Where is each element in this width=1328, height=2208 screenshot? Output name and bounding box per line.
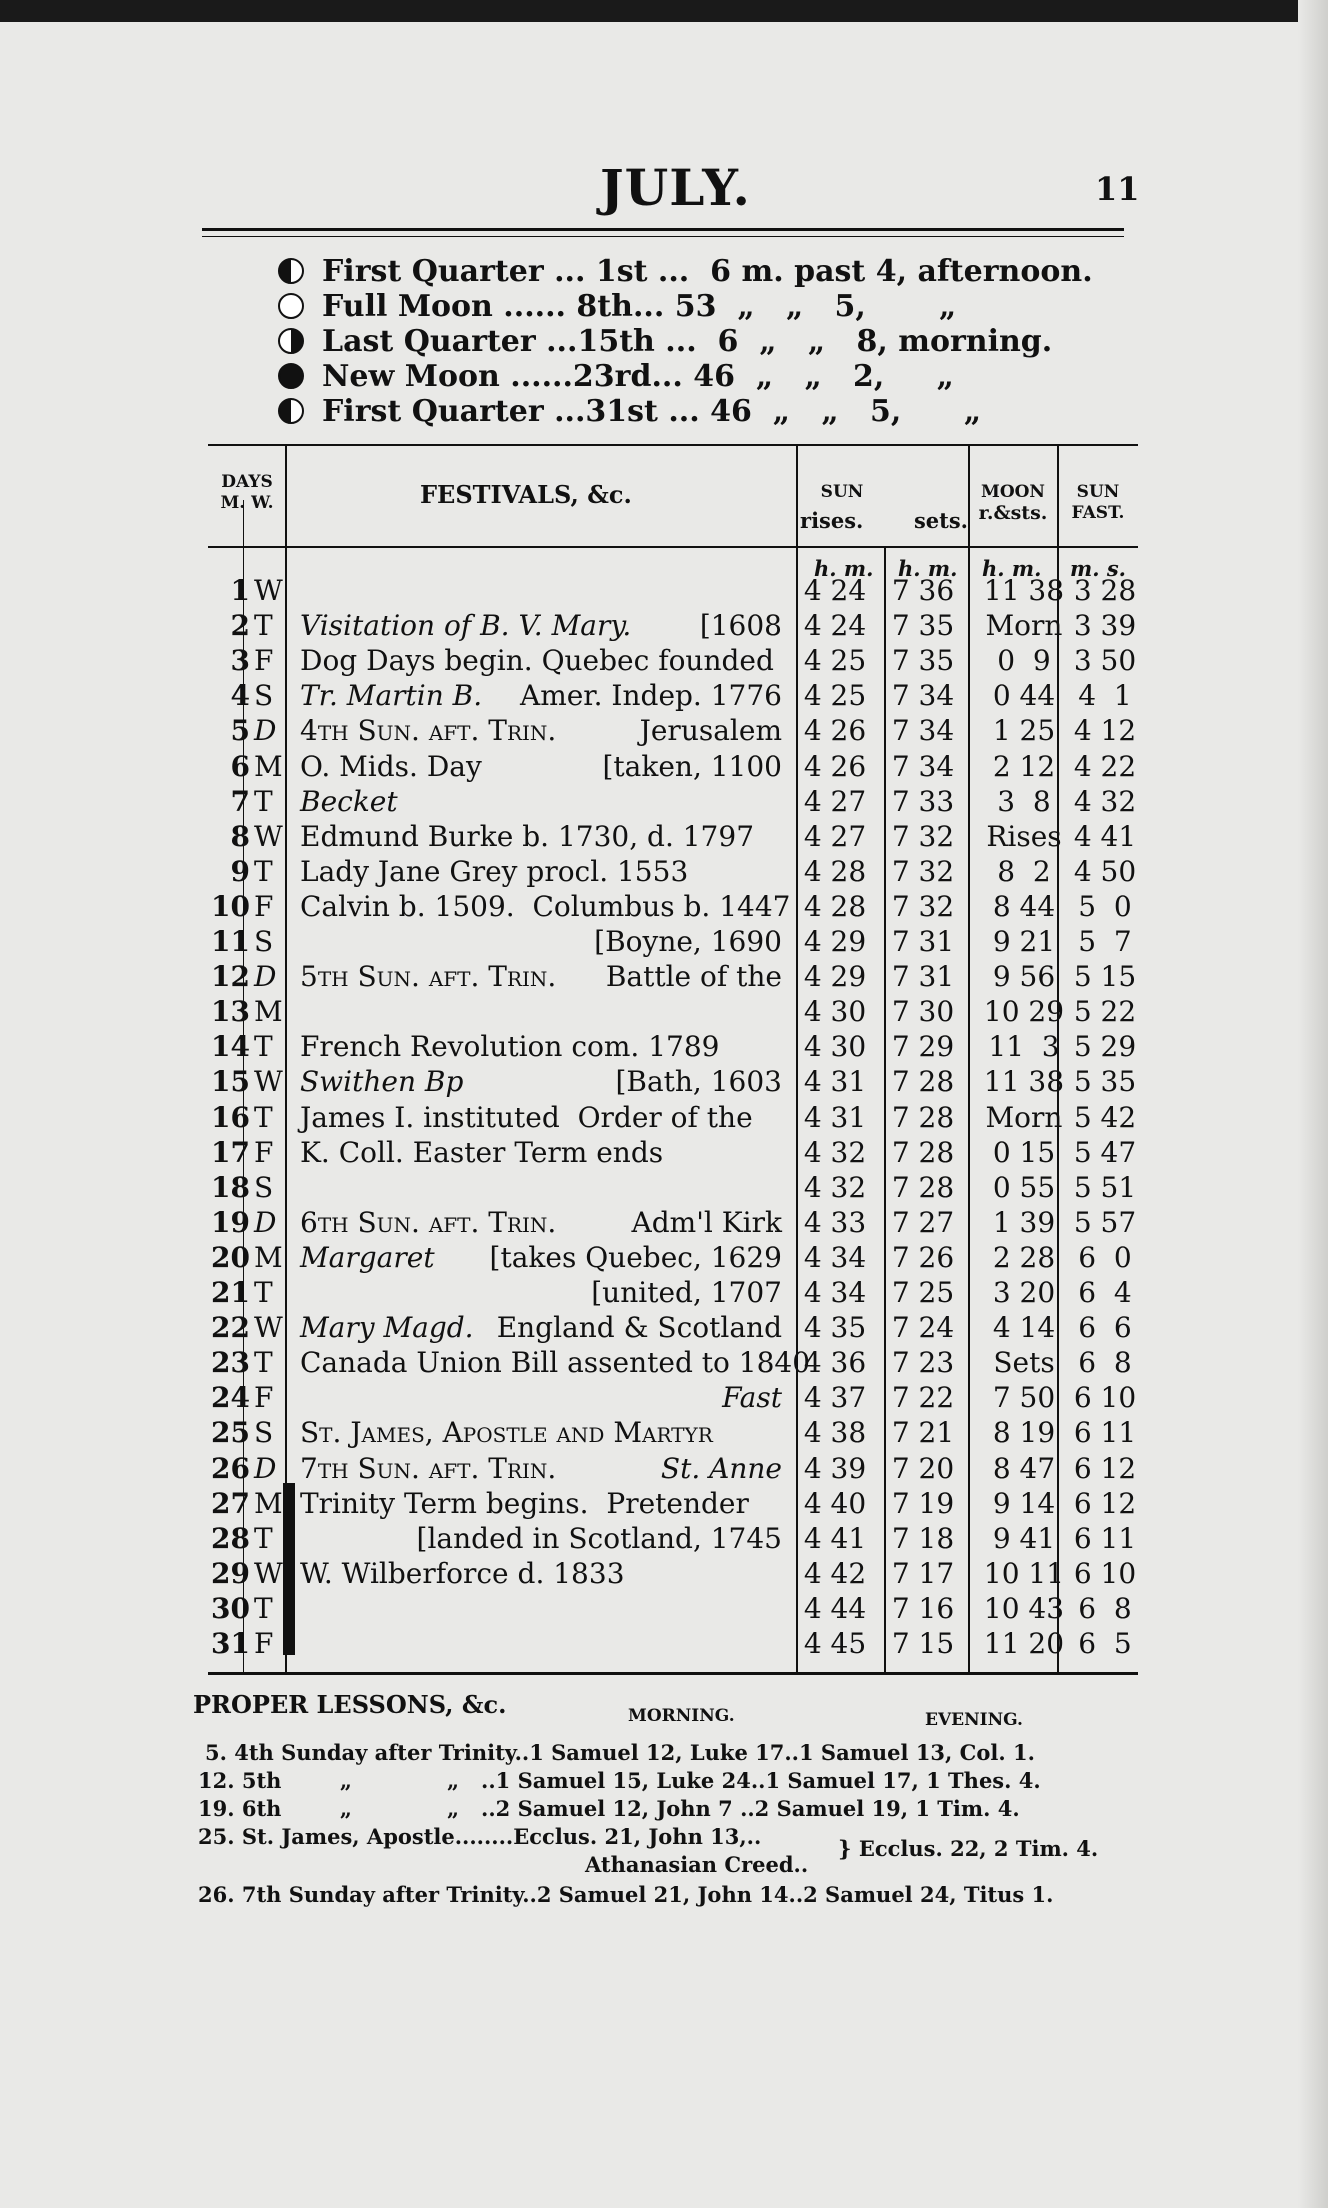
page-title: JULY. [600,158,751,217]
moon-time: 10 43 [983,1591,1065,1625]
moon-phase-row [278,324,1052,358]
weekday-letter: S [254,1170,274,1204]
title-rule-thick [202,228,1124,231]
festival-text: Edmund Burke b. 1730, d. 1797 [300,819,755,853]
moon-time: Morn [985,609,1063,643]
sun-fast-value: 4 32 [1073,784,1137,818]
last-quarter-icon [278,328,304,354]
lesson-line: Athanasian Creed.. [585,1852,809,1877]
table-row [200,1380,1140,1415]
day-number: 4 [230,679,250,713]
weekday-letter: T [254,1346,273,1380]
sunrise-time: 4 45 [803,1627,867,1660]
moon-phase-row [278,289,956,323]
trinity-term-bar [283,1483,295,1655]
sunset-time: 7 17 [891,1556,955,1590]
sunrise-time: 4 39 [803,1451,867,1485]
day-number: 24 [211,1381,250,1415]
day-number: 14 [211,1030,250,1064]
moon-time: 1 39 [992,1205,1056,1239]
sun-fast-value: 3 39 [1073,609,1137,643]
header-sets: sets. [913,508,968,533]
moon-phase-row [278,359,954,393]
header-sun-fast: SUN FAST. [1071,482,1125,523]
day-number: 28 [211,1521,250,1555]
sunrise-time: 4 30 [803,995,867,1029]
table-row [200,1556,1140,1591]
table-row [200,1170,1140,1205]
moon-time: Morn [985,1100,1063,1134]
moon-time: 9 21 [992,925,1056,958]
sun-fast-value: 6 11 [1073,1521,1137,1555]
moon-time: 1 25 [992,714,1056,748]
table-row [200,994,1140,1029]
weekday-letter: F [254,889,274,923]
moon-time: 10 11 [983,1556,1065,1590]
table-row [200,608,1140,643]
lesson-line: 5. 4th Sunday after Trinity..1 Samuel 12, Luke 17..1 Samuel 13, Col. 1. [205,1740,1035,1765]
day-number: 1 [230,574,250,607]
weekday-letter: W [254,1556,283,1590]
sunset-time: 7 34 [891,679,955,713]
festival-text-right: England & Scotland [496,1311,782,1345]
moon-time: 3 8 [997,784,1051,818]
day-number: 18 [211,1170,250,1204]
table-row [200,889,1140,924]
table-row [200,573,1140,608]
weekday-letter: D [254,1451,277,1485]
header-days: DAYS M. W. [220,472,274,513]
sunrise-time: 4 38 [803,1416,867,1450]
units-rises: h. m. [814,556,874,581]
festival-text-right: [Bath, 1603 [615,1065,782,1099]
table-row [200,1451,1140,1486]
sunrise-time: 4 26 [803,749,867,783]
sunrise-time: 4 28 [803,854,867,888]
moon-time: 9 56 [992,960,1056,994]
lesson-line: 26. 7th Sunday after Trinity..2 Samuel 21, John 14..2 Samuel 24, Titus 1. [198,1882,1054,1907]
festival-text: W. Wilberforce d. 1833 [300,1556,625,1590]
festival-text-right: Jerusalem [639,714,782,748]
sunset-time: 7 32 [891,854,955,888]
table-row [200,1415,1140,1450]
weekday-letter: T [254,1100,273,1134]
festival-text: Calvin b. 1509. Columbus b. 1447 [300,889,791,923]
day-number: 3 [230,644,250,678]
header-sun-label: SUN [820,482,864,502]
sun-fast-value: 4 50 [1073,854,1137,888]
sunrise-time: 4 44 [803,1591,867,1625]
sunrise-time: 4 34 [803,1240,867,1274]
table-row [200,678,1140,713]
moon-phase-text: Full Moon ...... 8th... 53 „ „ 5, „ [322,288,957,324]
sunrise-time: 4 35 [803,1311,867,1345]
units-moon: h. m. [982,556,1042,581]
sunset-time: 7 26 [891,1240,955,1274]
weekday-letter: F [254,1381,274,1415]
sun-fast-value: 5 29 [1073,1030,1137,1064]
lessons-evening-label: EVENING. [925,1710,1023,1730]
moon-time: 2 12 [992,749,1056,783]
day-number: 29 [211,1556,250,1590]
moon-time: Rises [986,819,1062,853]
units-sets: h. m. [898,556,958,581]
festival-text: Tr. Martin B. [300,679,483,713]
sun-fast-value: 3 28 [1073,574,1137,607]
sunrise-time: 4 25 [803,644,867,678]
table-row [200,1310,1140,1345]
table-row [200,1100,1140,1135]
weekday-letter: T [254,609,273,643]
festival-text-right: [taken, 1100 [602,749,782,783]
festival-text: French Revolution com. 1789 [300,1030,720,1064]
sunset-time: 7 15 [891,1627,955,1660]
festival-text: St. James, Apostle and Martyr [300,1416,713,1450]
day-number: 7 [230,784,250,818]
weekday-letter: T [254,1591,273,1625]
day-number: 17 [211,1135,250,1169]
sun-fast-value: 5 22 [1073,995,1137,1029]
weekday-letter: W [254,819,283,853]
day-number: 19 [211,1205,250,1239]
sun-fast-value: 6 4 [1078,1276,1132,1309]
festival-text: Trinity Term begins. Pretender [300,1486,749,1520]
festival-text: 5th Sun. aft. Trin. [300,960,557,994]
weekday-letter: M [254,1240,283,1274]
festival-text: Margaret [300,1240,435,1274]
sun-fast-value: 5 7 [1078,925,1132,958]
festival-text: Swithen Bp [300,1065,464,1099]
weekday-letter: W [254,574,283,607]
weekday-letter: D [254,960,277,994]
moon-time: 7 50 [992,1381,1056,1415]
day-number: 31 [211,1627,250,1660]
sun-fast-value: 6 10 [1073,1381,1137,1415]
sun-fast-value: 4 1 [1078,679,1132,713]
sun-fast-value: 6 0 [1078,1240,1132,1274]
festival-text: Lady Jane Grey procl. 1553 [300,854,689,888]
table-row [200,784,1140,819]
day-number: 30 [211,1591,250,1625]
sunrise-time: 4 29 [803,960,867,994]
day-number: 25 [211,1416,250,1450]
weekday-letter: T [254,1030,273,1064]
sunset-time: 7 36 [891,574,955,607]
sunset-time: 7 34 [891,714,955,748]
full-moon-icon [278,293,304,319]
day-number: 5 [230,714,250,748]
lessons-title: PROPER LESSONS, &c. [193,1690,507,1719]
sunrise-time: 4 33 [803,1205,867,1239]
day-number: 6 [230,749,250,783]
moon-time: 0 55 [992,1170,1056,1204]
festival-text-right: [united, 1707 [591,1276,782,1309]
moon-time: 3 20 [992,1276,1056,1309]
moon-phase-row [278,394,981,428]
table-row [200,854,1140,889]
weekday-letter: W [254,1311,283,1345]
festival-text-right: Adm'l Kirk [631,1205,782,1239]
sun-fast-value: 6 12 [1073,1451,1137,1485]
sunrise-time: 4 27 [803,784,867,818]
moon-time: 9 14 [992,1486,1056,1520]
moon-time: 11 20 [983,1627,1065,1660]
weekday-letter: M [254,995,283,1029]
weekday-letter: D [254,1205,277,1239]
weekday-letter: T [254,1276,273,1309]
header-festivals: FESTIVALS, &c. [420,480,632,509]
header-rises: rises. [800,508,864,533]
sunset-time: 7 23 [891,1346,955,1380]
sun-fast-value: 6 11 [1073,1416,1137,1450]
sun-fast-value: 4 12 [1073,714,1137,748]
table-top-rule [208,444,1138,446]
sunrise-time: 4 34 [803,1276,867,1309]
moon-time: 8 19 [992,1416,1056,1450]
page-number: 11 [1095,170,1140,208]
table-row [200,1521,1140,1556]
sunset-time: 7 29 [891,1030,955,1064]
sunset-time: 7 28 [891,1135,955,1169]
sunset-time: 7 20 [891,1451,955,1485]
table-row [200,959,1140,994]
sunrise-time: 4 24 [803,574,867,607]
sunrise-time: 4 26 [803,714,867,748]
sun-fast-value: 5 42 [1073,1100,1137,1134]
sunset-time: 7 24 [891,1311,955,1345]
moon-time: 8 2 [997,854,1051,888]
moon-time: 9 41 [992,1521,1056,1555]
title-rule-thin [202,236,1124,237]
moon-phase-text: First Quarter ... 1st ... 6 m. past 4, afternoon. [322,253,1093,289]
day-number: 11 [211,925,250,958]
festival-text: Becket [300,784,398,818]
sun-fast-value: 5 57 [1073,1205,1137,1239]
table-row [200,1626,1140,1661]
sunrise-time: 4 31 [803,1100,867,1134]
sunrise-time: 4 25 [803,679,867,713]
festival-text: 4th Sun. aft. Trin. [300,714,557,748]
sunset-time: 7 19 [891,1486,955,1520]
sunrise-time: 4 29 [803,925,867,958]
first-quarter-icon [278,398,304,424]
festival-text-right: [1608 [699,609,782,643]
sunset-time: 7 18 [891,1521,955,1555]
sun-fast-value: 5 15 [1073,960,1137,994]
table-row [200,1591,1140,1626]
moon-time: 10 29 [983,995,1065,1029]
day-number: 22 [211,1311,250,1345]
moon-time: 4 14 [992,1311,1056,1345]
sun-fast-value: 4 22 [1073,749,1137,783]
sunset-time: 7 33 [891,784,955,818]
first-quarter-icon [278,258,304,284]
lesson-line: 25. St. James, Apostle........Ecclus. 21, John 13,.. [198,1824,762,1849]
day-number: 20 [211,1240,250,1274]
sunrise-time: 4 32 [803,1170,867,1204]
sun-fast-value: 6 5 [1078,1627,1132,1660]
sunset-time: 7 32 [891,819,955,853]
weekday-letter: D [254,714,277,748]
sunrise-time: 4 36 [803,1346,867,1380]
table-row [200,1240,1140,1275]
festival-text-right: St. Anne [660,1451,782,1485]
day-number: 27 [211,1486,250,1520]
sunset-time: 7 28 [891,1100,955,1134]
sunset-time: 7 22 [891,1381,955,1415]
weekday-letter: T [254,784,273,818]
table-row [200,924,1140,959]
sunrise-time: 4 27 [803,819,867,853]
sunset-time: 7 34 [891,749,955,783]
weekday-letter: F [254,1135,274,1169]
sunset-time: 7 31 [891,925,955,958]
moon-time: Sets [993,1346,1055,1380]
sunrise-time: 4 37 [803,1381,867,1415]
festival-text: Canada Union Bill assented to 1840 [300,1346,811,1380]
sunrise-time: 4 32 [803,1135,867,1169]
festival-text-right: [Boyne, 1690 [594,925,782,958]
weekday-letter: F [254,644,274,678]
moon-time: 11 38 [983,1065,1065,1099]
moon-phase-text: New Moon ......23rd... 46 „ „ 2, „ [322,358,954,394]
sunset-time: 7 21 [891,1416,955,1450]
festival-text-right: [landed in Scotland, 1745 [416,1521,782,1555]
day-number: 23 [211,1346,250,1380]
weekday-letter: F [254,1627,274,1660]
table-row [200,1029,1140,1064]
sun-fast-value: 5 35 [1073,1065,1137,1099]
festival-text: 7th Sun. aft. Trin. [300,1451,557,1485]
sunset-time: 7 30 [891,995,955,1029]
moon-time: 11 38 [983,574,1065,607]
day-number: 15 [211,1065,250,1099]
moon-phase-text: First Quarter ...31st ... 46 „ „ 5, „ [322,393,982,429]
lesson-line: 19. 6th „ „ ..2 Samuel 12, John 7 ..2 Samuel 19, 1 Tim. 4. [198,1796,1020,1821]
sunset-time: 7 27 [891,1205,955,1239]
moon-time: 2 28 [992,1240,1056,1274]
weekday-letter: M [254,749,283,783]
day-number: 13 [211,995,250,1029]
sunset-time: 7 28 [891,1065,955,1099]
festival-text-right: Fast [722,1381,782,1415]
sun-fast-value: 6 10 [1073,1556,1137,1590]
moon-time: 8 44 [992,889,1056,923]
day-number: 21 [211,1276,250,1309]
table-row [200,819,1140,854]
day-number: 16 [211,1100,250,1134]
festival-text: Visitation of B. V. Mary. [300,609,632,643]
moon-phase-row [278,254,1093,288]
weekday-letter: S [254,679,274,713]
table-row [200,1345,1140,1380]
table-bottom-rule [208,1672,1138,1675]
table-row [200,1064,1140,1099]
moon-phase-text: Last Quarter ...15th ... 6 „ „ 8, morning. [322,323,1053,359]
weekday-letter: T [254,1521,273,1555]
sunrise-time: 4 40 [803,1486,867,1520]
festival-text-right: Battle of the [605,960,782,994]
day-number: 9 [230,854,250,888]
sunrise-time: 4 31 [803,1065,867,1099]
sunset-time: 7 25 [891,1276,955,1309]
table-row [200,1135,1140,1170]
sun-fast-value: 5 0 [1078,889,1132,923]
scan-top-edge [0,0,1328,22]
lesson-line: 12. 5th „ „ ..1 Samuel 15, Luke 24..1 Samuel 17, 1 Thes. 4. [198,1768,1041,1793]
sun-fast-value: 5 51 [1073,1170,1137,1204]
sun-fast-value: 6 6 [1078,1311,1132,1345]
sun-fast-value: 5 47 [1073,1135,1137,1169]
weekday-letter: W [254,1065,283,1099]
day-number: 8 [230,819,250,853]
festival-text: 6th Sun. aft. Trin. [300,1205,557,1239]
sunset-time: 7 35 [891,609,955,643]
table-row [200,1275,1140,1310]
sun-fast-value: 6 12 [1073,1486,1137,1520]
scan-right-edge [1298,0,1328,2208]
festival-text: K. Coll. Easter Term ends [300,1135,664,1169]
festival-text: Mary Magd. [300,1311,474,1345]
moon-time: 0 44 [992,679,1056,713]
new-moon-icon [278,363,304,389]
sunset-time: 7 31 [891,960,955,994]
sunrise-time: 4 28 [803,889,867,923]
moon-time: 11 3 [988,1030,1060,1064]
header-moon: MOON r.&sts. [978,482,1048,524]
day-number: 10 [211,889,250,923]
table-row [200,713,1140,748]
sun-fast-value: 3 50 [1073,644,1137,678]
day-number: 2 [230,609,250,643]
lessons-morning-label: MORNING. [628,1706,735,1726]
sunrise-time: 4 30 [803,1030,867,1064]
day-number: 26 [211,1451,250,1485]
sun-fast-value: 6 8 [1078,1591,1132,1625]
festival-text-right: [takes Quebec, 1629 [489,1240,782,1274]
sun-fast-value: 4 41 [1073,819,1137,853]
lesson-line: } Ecclus. 22, 2 Tim. 4. [838,1836,1099,1861]
sunset-time: 7 16 [891,1591,955,1625]
moon-time: 8 47 [992,1451,1056,1485]
festival-text: Dog Days begin. Quebec founded [300,644,774,678]
sunrise-time: 4 24 [803,609,867,643]
moon-time: 0 9 [997,644,1051,678]
day-number: 12 [211,960,250,994]
sun-fast-value: 6 8 [1078,1346,1132,1380]
sunset-time: 7 28 [891,1170,955,1204]
table-row [200,643,1140,678]
table-row [200,1486,1140,1521]
weekday-letter: M [254,1486,283,1520]
festival-text: James I. instituted Order of the [300,1100,753,1134]
table-row [200,1205,1140,1240]
weekday-letter: T [254,854,273,888]
festival-text: O. Mids. Day [300,749,482,783]
festival-text-right: Amer. Indep. 1776 [519,679,782,713]
table-header-rule [208,546,1138,548]
units-fast: m. s. [1070,556,1126,581]
moon-time: 0 15 [992,1135,1056,1169]
table-row [200,749,1140,784]
sunrise-time: 4 41 [803,1521,867,1555]
weekday-letter: S [254,1416,274,1450]
sunset-time: 7 32 [891,889,955,923]
sunrise-time: 4 42 [803,1556,867,1590]
weekday-letter: S [254,925,274,958]
sunset-time: 7 35 [891,644,955,678]
